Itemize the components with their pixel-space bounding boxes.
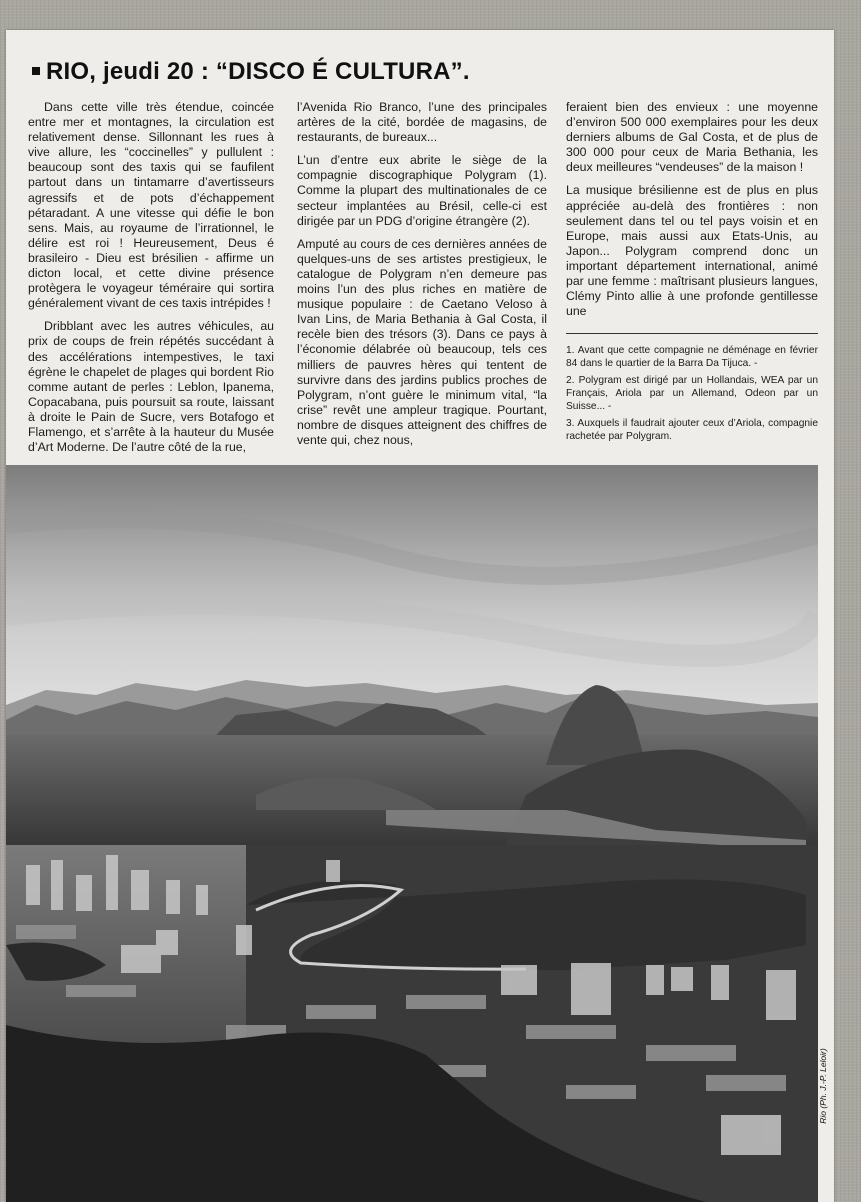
paragraph: Dribblant avec les autres véhicules, au prix de coups de frein répétés succédant à des accélérations intempestives, le taxi égrène le chapelet de plages qui bordent Rio comme autant de perles : Leblon, Ipanema, Copacabana, puis poursuit sa route, laissant à droite le Pain de Sucre, vers Botafogo et Flamengo, et s’arrête à la hauteur du Musée d’Art Moderne. De l’autre côté de la rue, bbox=[28, 319, 274, 455]
footnotes bbox=[566, 344, 818, 443]
photo-credit bbox=[812, 1035, 830, 1145]
rio-aerial-photo bbox=[6, 465, 818, 1202]
footnote: 1. Avant que cette compagnie ne déménage en février 84 dans le quartier de la Barra Da Tijuca. - bbox=[566, 345, 818, 370]
article-title: RIO, jeudi 20 : “DISCO É CULTURA”. bbox=[46, 58, 470, 85]
text-column-1 bbox=[28, 100, 274, 463]
paragraph: Dans cette ville très étendue, coincée entre mer et montagnes, la circulation est relativement dense. Sillonnant les rues à vive allure, les “coccinelles” y pullulent : beaucoup sont des taxis qui se faufilent partout dans un tintamarre d’avertisseurs agressifs et de pots d’échappement pétaradant. A une vitesse qui défie le bon sens. Mais, au royaume de l’irrationnel, le délire est roi ! Heureusement, Deus é brasileiro - Dieu est brésilien - affirme un dicton local, et cette divine présence protègera le voyageur téméraire qui sortira généralement vivant de ces taxis intrépides ! bbox=[28, 100, 274, 311]
paragraph: L’un d’entre eux abrite le siège de la compagnie discographique Polygram (1). Comme la plupart des multinationales de ce secteur implantées au Brésil, celle-ci est dirigée par un PDG d’origine étrangère (2). bbox=[297, 153, 547, 228]
article-heading bbox=[32, 58, 470, 86]
paragraph: feraient bien des envieux : une moyenne d’environ 500 000 exemplaires pour les deux derniers albums de Gal Costa, et de plus de 300 000 pour ceux de Maria Bethania, les deux meilleures “vendeuses” de la maison ! bbox=[566, 100, 818, 175]
text-column-3 bbox=[566, 100, 818, 447]
photo-credit-text: Rio (Ph. J.-P. Leloir) bbox=[818, 1048, 828, 1124]
text-column-2 bbox=[297, 100, 547, 456]
paragraph: La musique brésilienne est de plus en plus appréciée au-delà des frontières : non seulement dans tel ou tel pays voisin et en Europe, mais aussi aux Etats-Unis, au Japon... Polygram comprend donc un important département international, animé par une femme : maîtrisant plusieurs langues, Clémy Pinto allie à une profonde gentillesse une bbox=[566, 183, 818, 319]
heading-bullet bbox=[32, 67, 40, 75]
paragraph: Amputé au cours de ces dernières années de quelques-uns de ses artistes prestigieux, le catalogue de Polygram n’en demeure pas moins l’un des plus riches en matière de musique populaire : de Caetano Veloso à Ivan Lins, de Maria Bethania à Gal Costa, il recèle bien des trésors (3). Dans ce pays à l’économie délabrée où beaucoup, tels ces milliers de pauvres hères qui tentent de survivre dans des jardins publics proches de Polygram, n’ont guère le minimum vital, “la crise” revêt une ampleur tragique. Pourtant, nombre de disques atteignent des chiffres de vente qui, chez nous, bbox=[297, 236, 547, 447]
footnote-divider bbox=[566, 333, 818, 334]
footnote: 3. Auxquels il faudrait ajouter ceux d’Ariola, compagnie rachetée par Polygram. bbox=[566, 418, 818, 443]
footnote: 2. Polygram est dirigé par un Hollandais, WEA par un Français, Ariola par un Allemand, Odeon par un Suisse... - bbox=[566, 375, 818, 413]
paragraph: l’Avenida Rio Branco, l’une des principales artères de la cité, bordée de magasins, de restaurants, de bureaux... bbox=[297, 100, 547, 145]
